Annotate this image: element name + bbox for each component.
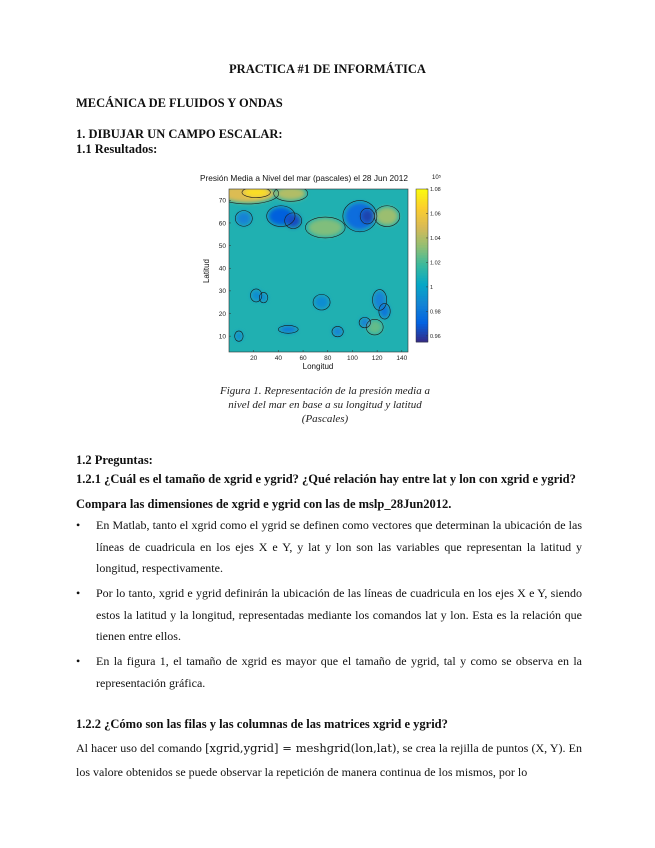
colorbar-segment: [416, 304, 428, 307]
colorbar-exponent: 10⁵: [432, 175, 442, 181]
pressure-low: [260, 293, 267, 302]
colorbar-segment: [416, 227, 428, 230]
colorbar-segment: [416, 288, 428, 291]
colorbar-segment: [416, 294, 428, 297]
paragraph-text: , se crea la rejilla de puntos (X, Y). En los valore obtenidos se puede observar la repetición de manera continua de los mismos, por lo: [76, 741, 582, 779]
pressure-chart: [196, 170, 456, 372]
subsection-heading-1-1: 1.1 Resultados:: [76, 142, 158, 156]
bullet-icon: •: [76, 654, 81, 668]
colorbar-segment: [416, 337, 428, 340]
colorbar-segment: [416, 286, 428, 289]
colorbar-segment: [416, 235, 428, 238]
subsection-heading-1-2: 1.2 Preguntas:: [76, 453, 153, 467]
colorbar-segment: [416, 271, 428, 274]
colorbar-segment: [416, 266, 428, 269]
y-tick-label: 30: [218, 288, 226, 296]
colorbar-segment: [416, 301, 428, 304]
figure-1: [196, 170, 456, 372]
colorbar-segment: [416, 209, 428, 212]
section-heading-main: MECÁNICA DE FLUIDOS Y ONDAS: [76, 96, 283, 110]
x-tick-label: 80: [324, 355, 332, 362]
colorbar-segment: [416, 258, 428, 261]
colorbar-segment: [416, 240, 428, 243]
colorbar-segment: [416, 327, 428, 330]
pressure-low: [361, 209, 373, 223]
x-tick-label: 20: [250, 355, 258, 362]
colorbar-tick-label: 0.98: [430, 309, 441, 316]
colorbar-segment: [416, 306, 428, 309]
colorbar-segment: [416, 225, 428, 228]
colorbar-tick-label: 1.08: [430, 187, 441, 193]
colorbar: [416, 187, 441, 342]
colorbar-segment: [416, 222, 428, 225]
colorbar-segment: [416, 232, 428, 235]
y-tick-label: 40: [218, 265, 226, 273]
colorbar-segment: [416, 243, 428, 246]
bullet-text: En la figura 1, el tamaño de xgrid es mayor que el tamaño de ygrid, tal y como se observa en la representación gráfica.: [96, 654, 582, 690]
colorbar-segment: [416, 263, 428, 266]
colorbar-segment: [416, 207, 428, 210]
colorbar-tick-label: 1.04: [430, 235, 441, 242]
pressure-low: [360, 318, 370, 327]
y-tick-label: 70: [218, 197, 226, 205]
x-tick-label: 100: [347, 355, 358, 362]
pressure-low: [235, 332, 242, 341]
x-tick-label: 40: [274, 355, 282, 362]
x-axis-label: Longitud: [302, 362, 334, 371]
pressure-high: [308, 218, 343, 236]
bullet-item: [76, 583, 582, 648]
colorbar-segment: [416, 319, 428, 322]
colorbar-segment: [416, 278, 428, 281]
colorbar-segment: [416, 324, 428, 327]
colorbar-segment: [416, 192, 428, 195]
x-tick-label: 60: [299, 355, 307, 362]
meshgrid-command: [xgrid,ygrid] = meshgrid(lon,lat): [205, 741, 397, 755]
colorbar-segment: [416, 245, 428, 248]
colorbar-segment: [416, 332, 428, 335]
caption-line: Figura 1. Representación de la presión media a: [220, 385, 430, 397]
colorbar-segment: [416, 273, 428, 276]
colorbar-segment: [416, 296, 428, 299]
colorbar-tick-label: 0.96: [430, 333, 441, 340]
colorbar-segment: [416, 255, 428, 258]
y-tick-label: 10: [218, 333, 226, 341]
bullet-icon: •: [76, 518, 81, 532]
colorbar-segment: [416, 199, 428, 202]
y-tick-label: 50: [218, 242, 226, 250]
colorbar-segment: [416, 260, 428, 263]
colorbar-segment: [416, 215, 428, 218]
colorbar-segment: [416, 204, 428, 207]
document-title: PRACTICA #1 DE INFORMÁTICA: [229, 62, 426, 76]
question-1-2-1: 1.2.1 ¿Cuál es el tamaño de xgrid e ygrid? ¿Qué relación hay entre lat y lon con xgrid e ygrid? Compara las dimensiones de xgrid e ygrid con las de mslp_28Jun2012.: [76, 472, 576, 511]
colorbar-tick-label: 1.06: [430, 211, 441, 218]
pressure-low: [314, 295, 329, 309]
paragraph-text: Al hacer uso del comando: [76, 741, 206, 755]
colorbar-segment: [416, 299, 428, 302]
colorbar-segment: [416, 248, 428, 251]
pressure-low: [236, 212, 251, 226]
y-tick-label: 20: [218, 310, 226, 318]
question-1-2-2: 1.2.2 ¿Cómo son las filas y las columnas de las matrices xgrid e ygrid?: [76, 717, 448, 731]
bullet-text: Por lo tanto, xgrid e ygrid definirán la ubicación de las líneas de cuadricula en los ejes X e Y, siendo estos la latitud y la longitud, representadas mediante los comandos lat y lon. Esta es la relación que tienen entre ellos.: [96, 586, 582, 643]
colorbar-segment: [416, 314, 428, 317]
heatmap-area: [216, 183, 408, 352]
x-tick-label: 140: [396, 355, 408, 362]
colorbar-segment: [416, 276, 428, 279]
caption-line: nivel del mar en base a su longitud y latitud: [228, 399, 422, 411]
colorbar-segment: [416, 197, 428, 200]
section-heading-1: 1. DIBUJAR UN CAMPO ESCALAR:: [76, 127, 283, 141]
colorbar-segment: [416, 220, 428, 223]
x-tick-label: 120: [371, 355, 383, 362]
bullet-icon: •: [76, 586, 81, 600]
pressure-low: [280, 326, 297, 333]
colorbar-segment: [416, 202, 428, 205]
colorbar-segment: [416, 189, 428, 192]
bullet-text: En Matlab, tanto el xgrid como el ygrid se definen como vectores que determinan la ubicación de las líneas de cuadricula en los ejes X e Y, y lat y lon son las variables que representan la latitud y longitud, respectivamente.: [96, 518, 582, 575]
y-tick-label: 60: [218, 220, 226, 228]
bullet-item: [76, 515, 582, 580]
bullet-item: [76, 651, 582, 694]
colorbar-segment: [416, 291, 428, 294]
colorbar-segment: [416, 329, 428, 332]
colorbar-segment: [416, 317, 428, 320]
colorbar-segment: [416, 281, 428, 284]
colorbar-segment: [416, 230, 428, 233]
colorbar-segment: [416, 253, 428, 256]
colorbar-segment: [416, 322, 428, 325]
caption-line: (Pascales): [301, 413, 349, 425]
chart-title: Presión Media a Nivel del mar (pascales) el 28 Jun 2012: [200, 173, 408, 183]
colorbar-segment: [416, 283, 428, 286]
y-axis-label: Latitud: [202, 258, 211, 284]
colorbar-segment: [416, 250, 428, 253]
colorbar-tick-label: 1.02: [430, 260, 441, 267]
pressure-high: [376, 207, 398, 225]
pressure-low: [380, 304, 390, 318]
figure-caption: [200, 384, 450, 426]
answer-paragraph: [76, 736, 582, 784]
colorbar-segment: [416, 268, 428, 271]
colorbar-segment: [416, 217, 428, 220]
pressure-low: [333, 327, 343, 336]
colorbar-segment: [416, 311, 428, 314]
colorbar-tick-label: 1: [430, 284, 434, 291]
colorbar-segment: [416, 194, 428, 197]
